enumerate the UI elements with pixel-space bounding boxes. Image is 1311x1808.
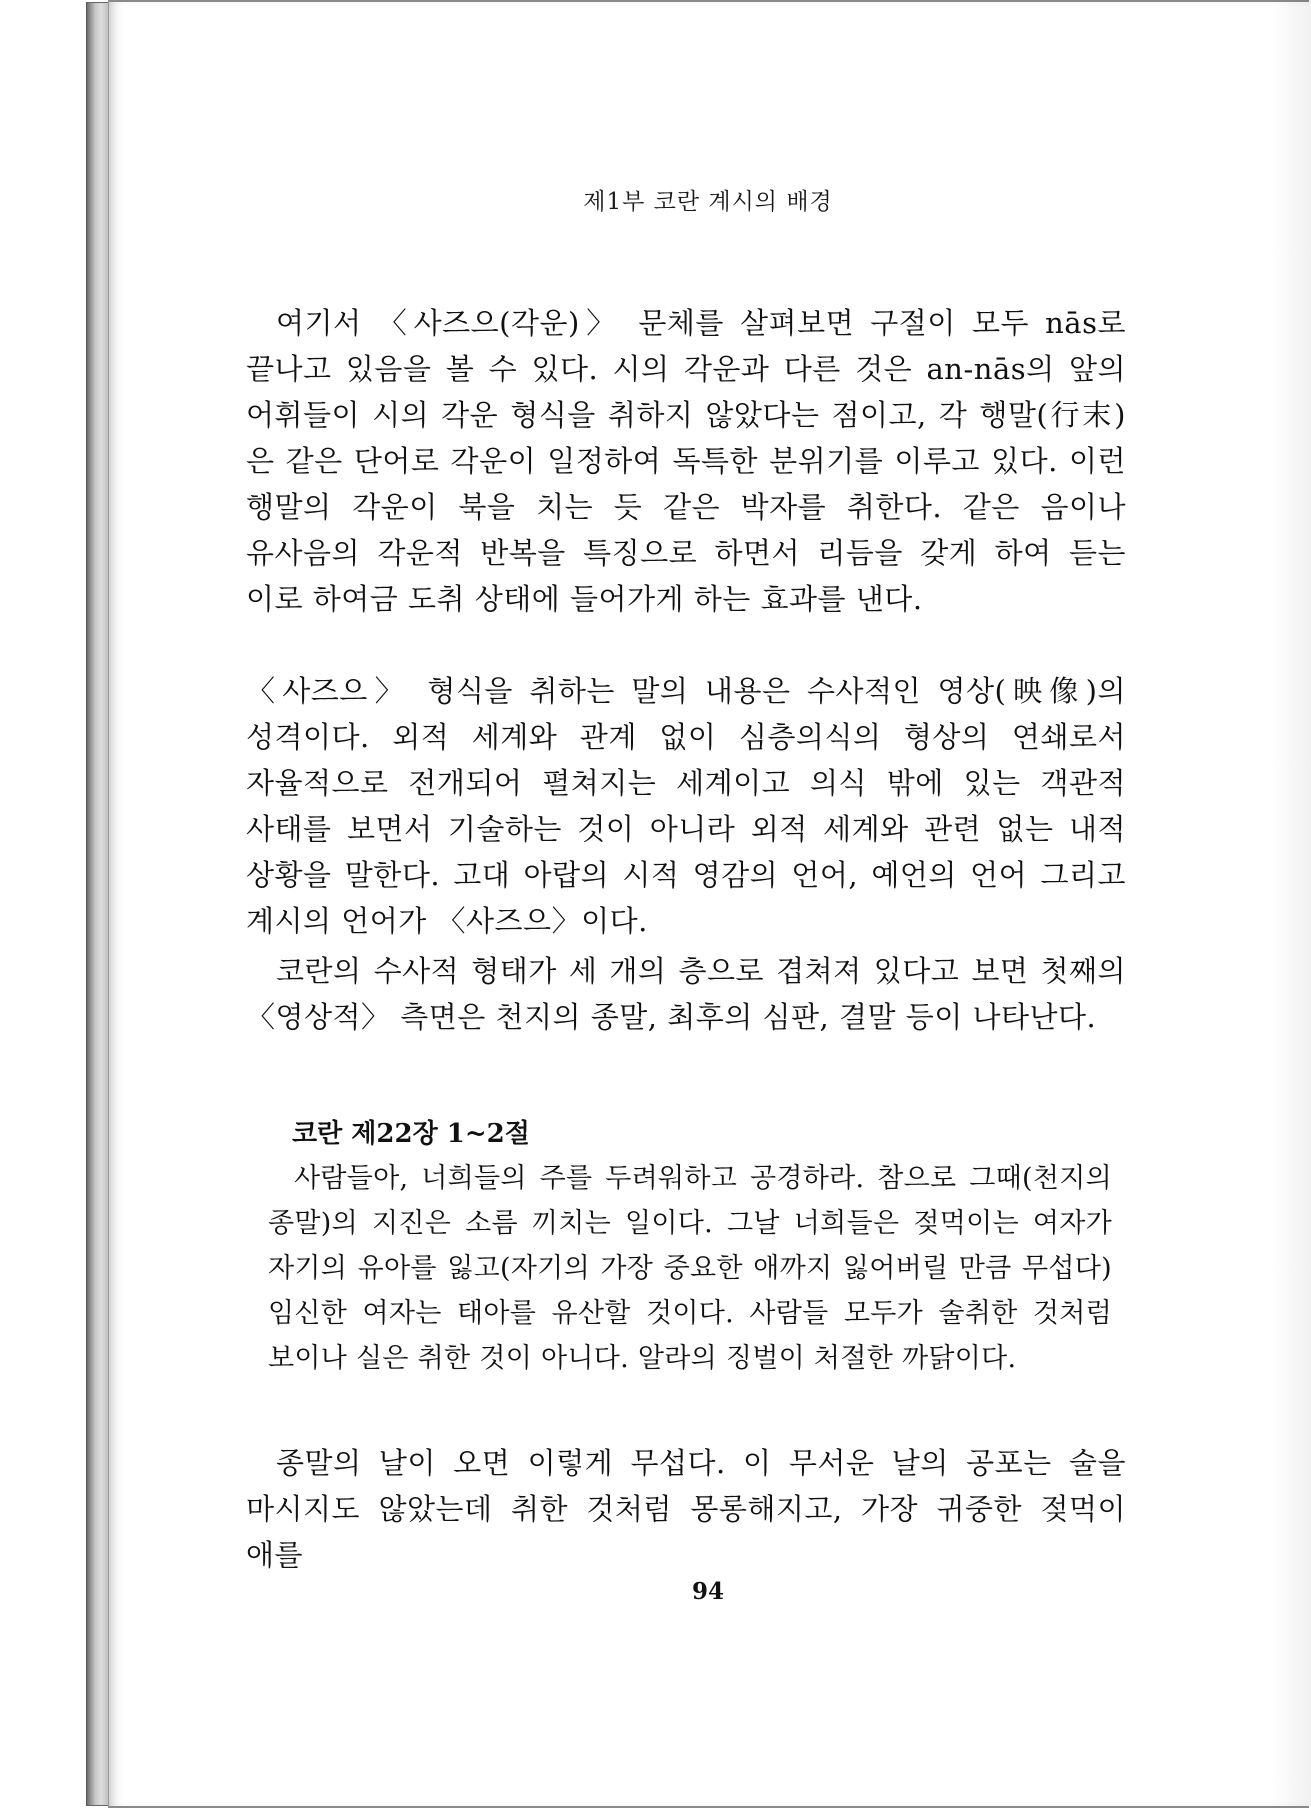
- paragraph-day-of-judgment: 종말의 날이 오면 이렇게 무섭다. 이 무서운 날의 공포는 술을 마시지도 않았는데 취한 것처럼 몽롱해지고, 가장 귀중한 젖먹이 애를: [246, 1446, 1126, 1572]
- quotation-body: 사람들아, 너희들의 주를 두려워하고 공경하라. 참으로 그때(천지의 종말)의 지진은 소름 끼치는 일이다. 그날 너희들은 젖먹이는 여자가 자기의 유아를 잃고(자기의 가장 중요한 애까지 잃어버릴 만큼 무섭다) 임신한 여자는 태아를 유산할 것이다. 사람들 모두가 술취한 것처럼 보이나 실은 취한 것이 아니다. 알라의 징벌이 처절한 까닭이다.: [268, 1163, 1112, 1374]
- page-number: 94: [691, 1578, 724, 1605]
- running-header: 제1부 코란 계시의 배경: [583, 189, 833, 215]
- paragraph-saj-content: 〈사즈으〉 형식을 취하는 말의 내용은 수사적인 영상(映像)의 성격이다. 외적 세계와 관계 없이 심층의식의 형상의 연쇄로서 자율적으로 전개되어 펼쳐지는 세계이고 의식 밖에 있는 객관적 사태를 보면서 기술하는 것이 아니라 외적 세계와 관련 없는 내적 상황을 말한다. 고대 아랍의 시적 영감의 언어, 예언의 언어 그리고 계시의 언어가 〈사즈으〉이다.: [246, 674, 1126, 938]
- quotation-title: 코란 제22장 1~2절: [292, 1119, 530, 1149]
- quran-quotation: [268, 1112, 1112, 1381]
- paragraph-saj-rhyme: 여기서 〈사즈으(각운)〉 문체를 살펴보면 구절이 모두 nās로 끝나고 있음을 볼 수 있다. 시의 각운과 다른 것은 an-nās의 앞의 어휘들이 시의 각운 형식을 취하지 않았다는 점이고, 각 행말(行末)은 같은 단어로 각운이 일정하여 독특한 분위기를 이루고 있다. 이런 행말의 각운이 북을 치는 듯 같은 박자를 취한다. 같은 음이나 유사음의 각운적 반복을 특징으로 하면서 리듬을 갖게 하여 듣는 이로 하여금 도취 상태에 들어가게 하는 효과를 낸다.: [246, 306, 1126, 616]
- page-edge-shadow: [1271, 0, 1311, 1806]
- paragraph-rhetorical-layers: 코란의 수사적 형태가 세 개의 층으로 겹쳐져 있다고 보면 첫째의 〈영상적〉 측면은 천지의 종말, 최후의 심판, 결말 등이 나타난다.: [246, 954, 1126, 1034]
